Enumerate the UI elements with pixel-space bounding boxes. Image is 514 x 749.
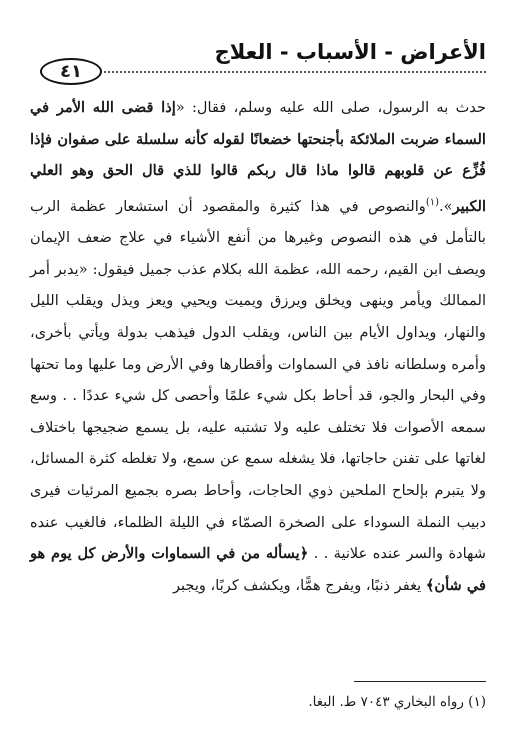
footnote: (١) رواه البخاري ٧٠٤٣ ط. البغا. <box>308 694 486 710</box>
text-segment: حدث به الرسول، صلى الله عليه وسلم، فقال: « <box>175 99 486 116</box>
running-header <box>40 38 486 82</box>
footnote-reference: (١) <box>425 196 439 208</box>
chapter-title: الأعراض - الأسباب - العلاج <box>214 40 486 64</box>
text-segment: ». <box>439 197 453 215</box>
header-divider <box>104 71 486 73</box>
page-number-badge: ٤١ <box>40 58 102 85</box>
footnote-divider <box>354 681 486 682</box>
quran-verse: ﴿يسأله من في السماوات والأرض كل يوم هو في شأن﴾ <box>30 545 486 594</box>
body-paragraph <box>30 92 486 601</box>
text-segment: يغفر ذنبًا، ويفرج همًّا، ويكشف كربًا، ويجبر <box>172 576 426 594</box>
text-segment: والنصوص في هذا كثيرة والمقصود أن استشعار عظمة الرب بالتأمل في هذه النصوص وغيرها من أنفع الأشياء في علاج ضعف الإيمان ويصف ابن القيم، رحمه الله، عظمة الله بكلام عذب جميل فيقول: «يدبر أمر الممالك ويأمر وينهى ويخلق ويرزق ويميت ويحيي ويعز ويذل ويقلب الليل والنهار، ويداول الأيام بين الناس، ويقلب الدول فيذهب بدولة ويأتي بأخرى، وأمره وسلطانه نافذ في السماوات وأقطارها وفي الأرض وما عليها وما تحتها وفي البحار والجو، قد أحاط بكل شيء علمًا وأحصى كل شيء عددًا . . وسع سمعه الأصوات فلا تختلف عليه ولا تشتبه عليه، بل يسمع ضجيجها باختلاف لغاتها على تفنن حاجاتها، فلا يشغله سمع عن سمع، ولا تغلطه كثرة المسائل، ولا يتبرم بإلحاح الملحين ذوي الحاجات، وأحاط بصره بجميع المرئيات فيرى دبيب النملة السوداء على الصخرة الصمّاء في الليلة الظلماء، فالغيب عنده شهادة والسر عنده علانية . . <box>30 197 486 563</box>
main-text <box>30 92 486 601</box>
hadith-quote: إذا قضى الله الأمر في السماء ضربت الملائكة بأجنحتها خضعانًا لقوله كأنه سلسلة على صفوان فإذا فُزِّع عن قلوبهم قالوا ماذا قال ربكم قالوا للذي قال الحق وهو العلي الكبير <box>30 99 486 215</box>
